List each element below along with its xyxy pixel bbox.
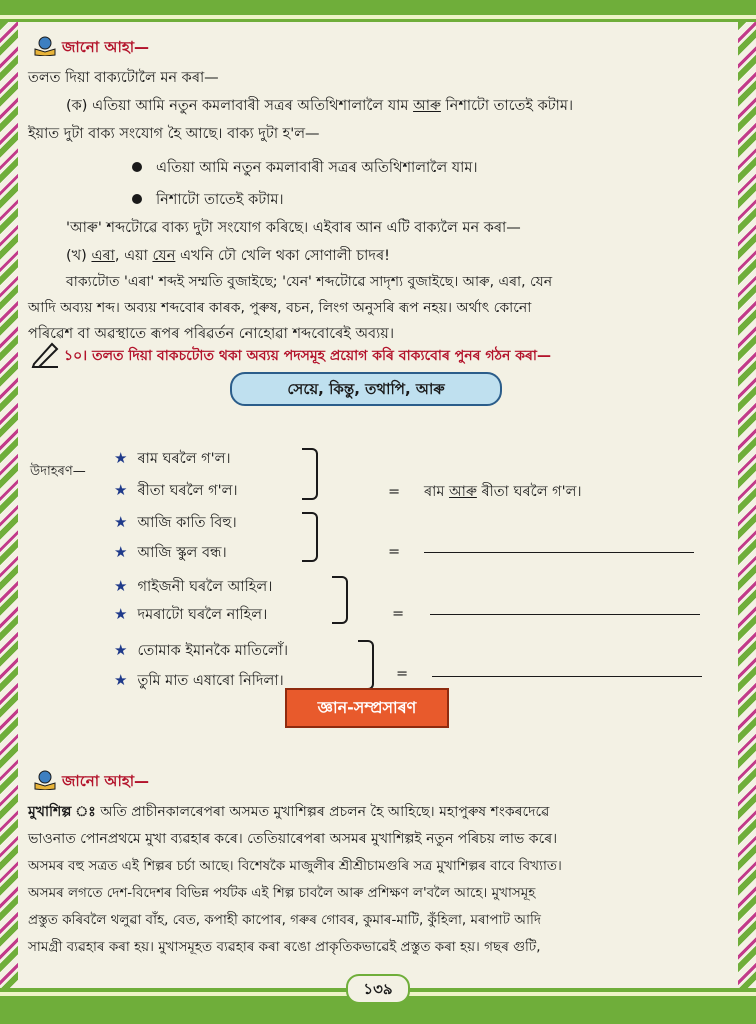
sentence: ★ আজি কাতি বিহু।	[114, 513, 237, 531]
brace	[302, 448, 318, 500]
para-line: অসমৰ বহু সত্ৰত এই শিল্পৰ চৰ্চা আছে। বিশেষকৈ মাজুলীৰ শ্ৰীশ্ৰীচামগুৰি সত্ৰ মুখাশিল্পৰ বাবে বিখ্যাত।	[28, 858, 562, 874]
equals-sign: =	[396, 666, 409, 682]
book-globe-icon	[34, 36, 56, 56]
equals-sign: =	[388, 544, 401, 560]
para-line: অসমৰ লগতে দেশ-বিদেশৰ বিভিন্ন পৰ্যটক এই শিল্প চাবলৈ আৰু প্ৰশিক্ষণ ল'বলৈ আহে। মুখাসমূহ	[28, 885, 536, 901]
bullet-item: নিশাটো তাতেই কটাম।	[132, 190, 284, 210]
exercise-title: ১০। তলত দিয়া বাকচটোত থকা অব্যয় পদসমূহ প্ৰয়োগ কৰি বাক্যবোৰ পুনৰ গঠন কৰা—	[64, 348, 551, 364]
sentence: ★ তুমি মাত এষাৰো নিদিলা।	[114, 671, 284, 689]
page-number: ১৩৯	[346, 974, 410, 1004]
para-line: 'আৰু' শব্দটোৱে বাক্য দুটা সংযোগ কৰিছে। এইবাৰ আন এটি বাক্যলৈ মন কৰা—	[66, 220, 521, 236]
sentence: ★ আজি স্কুল বন্ধ।	[114, 543, 227, 561]
answer-line[interactable]	[424, 552, 694, 553]
para-line: পৰিৱেশ বা অৱস্থাতে ৰূপৰ পৰিৱৰ্তন নোহোৱা শব্দবোৰেই অব্যয়।	[28, 326, 395, 342]
equals-sign: =	[392, 606, 405, 622]
example-answer: ৰাম আৰু ৰীতা ঘৰলৈ গ'ল।	[424, 484, 582, 500]
word-box: সেয়ে, কিন্তু, তথাপি, আৰু	[230, 372, 502, 406]
sentence: ★ গাইজনী ঘৰলৈ আহিল।	[114, 577, 273, 595]
sentence: ★ তোমাক ইমানকৈ মাতিলোঁ।	[114, 641, 289, 659]
right-border	[738, 22, 756, 988]
knowledge-banner: জ্ঞান-সম্প্ৰসাৰণ	[285, 688, 449, 728]
answer-line[interactable]	[432, 676, 702, 677]
pencil-icon	[30, 340, 60, 368]
brace	[358, 640, 374, 690]
sentence: ★ দমৰাটো ঘৰলৈ নাহিল।	[114, 605, 268, 623]
para-line: প্ৰস্তুত কৰিবলৈ থলুৱা বাঁহ, বেত, কপাহী কাপোৰ, গৰুৰ গোবৰ, কুমাৰ-মাটি, কুঁহিলা, মৰাপাট আদি	[28, 912, 541, 928]
top-border	[0, 0, 756, 22]
para-line: মুখাশিল্প ঃ অতি প্ৰাচীনকালৰেপৰা অসমত মুখাশিল্পৰ প্ৰচলন হৈ আহিছে। মহাপুৰুষ শংকৰদেৱে	[28, 804, 550, 820]
example-label: উদাহৰণ—	[30, 464, 86, 479]
example-kha: (খ) এৰা, এয়া যেন এখনি ঢৌ খেলি থকা সোণালী চাদৰ!	[66, 248, 390, 264]
para-line: আদি অব্যয় শব্দ। অব্যয় শব্দবোৰ কাৰক, পুৰুষ, বচন, লিংগ অনুসৰি ৰূপ নহয়। অৰ্থাৎ কোনো	[28, 300, 532, 316]
intro-text: তলত দিয়া বাক্যটোলৈ মন কৰা—	[28, 70, 219, 86]
sentence: ★ ৰাম ঘৰলৈ গ'ল।	[114, 449, 231, 467]
brace	[332, 576, 348, 624]
equals-sign: =	[388, 484, 401, 500]
brace	[302, 512, 318, 562]
bullet-item: এতিয়া আমি নতুন কমলাবাৰী সত্ৰৰ অতিথিশালালৈ যাম।	[132, 158, 478, 178]
book-globe-icon	[34, 770, 56, 790]
left-border	[0, 22, 18, 988]
section-heading: জানো আহা—	[62, 772, 150, 790]
section-heading: জানো আহা—	[62, 38, 150, 56]
para-line: সামগ্ৰী ব্যৱহাৰ কৰা হয়। মুখাসমূহত ব্যৱহাৰ কৰা ৰঙো প্ৰাকৃতিকভাৱেই প্ৰস্তুত কৰা হয়। গছৰ গুটি,	[28, 939, 541, 955]
answer-line[interactable]	[430, 614, 700, 615]
sentence: ★ ৰীতা ঘৰলৈ গ'ল।	[114, 481, 238, 499]
example-ka: (ক) এতিয়া আমি নতুন কমলাবাৰী সত্ৰৰ অতিথিশালালৈ যাম আৰু নিশাটো তাতেই কটাম।	[66, 98, 574, 114]
para-line: বাক্যটোত 'এৰা' শব্দই সম্মতি বুজাইছে; 'যেন' শব্দটোৱে সাদৃশ্য বুজাইছে। আৰু, এৰা, যেন	[66, 274, 553, 290]
para-line: ইয়াত দুটা বাক্য সংযোগ হৈ আছে। বাক্য দুটা হ'ল—	[28, 126, 320, 142]
para-line: ভাওনাত পোনপ্ৰথমে মুখা ব্যৱহাৰ কৰে। তেতিয়াৰেপৰা অসমৰ মুখাশিল্পই নতুন পৰিচয় লাভ কৰে।	[28, 831, 558, 847]
